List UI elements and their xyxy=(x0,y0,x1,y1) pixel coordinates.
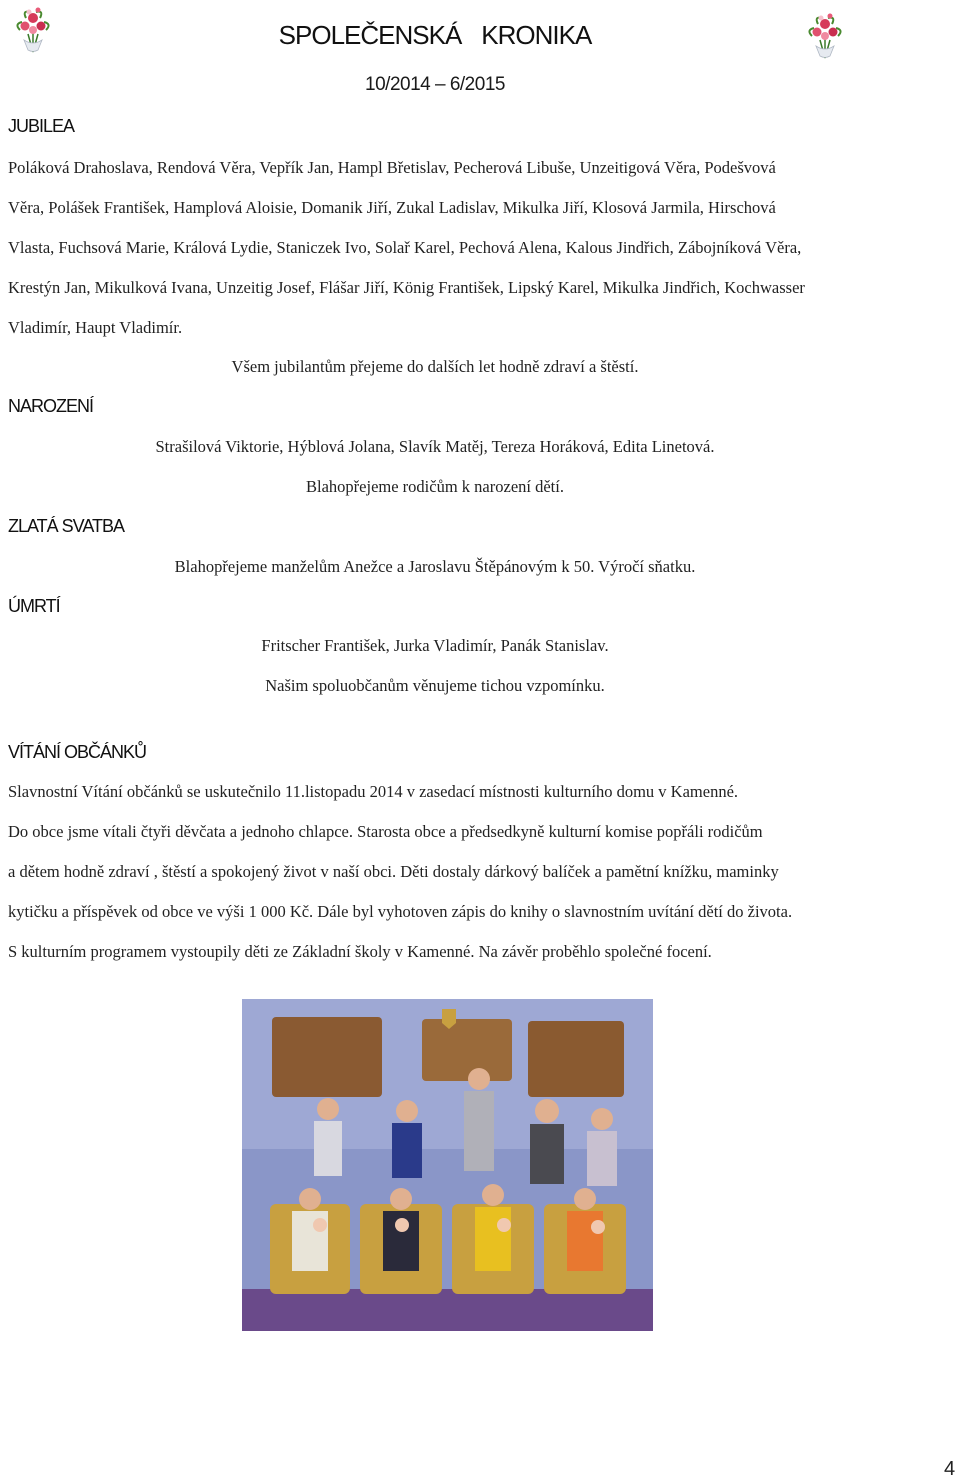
jubilea-line: Poláková Drahoslava, Rendová Věra, Vepřík Jan, Hampl Břetislav, Pecherová Libuše, Unzeitigová Věra, Podešvová xyxy=(8,158,776,177)
vitani-line: Do obce jsme vítali čtyři děvčata a jednoho chlapce. Starosta obce a předsedkyně kulturní komise popřáli rodičům xyxy=(8,822,763,841)
narozeni-names: Strašilová Viktorie, Hýblová Jolana, Slavík Matěj, Tereza Horáková, Edita Linetová. xyxy=(155,437,715,456)
jubilea-line: Vlasta, Fuchsová Marie, Králová Lydie, Staniczek Ivo, Solař Karel, Pechová Alena, Kalous Jindřich, Zábojníková Věra, xyxy=(8,238,802,257)
heading-umrti: ÚMRTÍ xyxy=(8,596,60,616)
heading-narozeni: NAROZENÍ xyxy=(8,396,94,416)
umrti-names: Fritscher František, Jurka Vladimír, Panák Stanislav. xyxy=(261,636,609,655)
jubilea-line: Vladimír, Haupt Vladimír. xyxy=(8,318,183,337)
heading-zlata-svatba: ZLATÁ SVATBA xyxy=(8,516,125,536)
jubilea-list xyxy=(8,148,888,348)
title-part-2: KRONIKA xyxy=(481,20,592,50)
period: 10/2014 – 6/2015 xyxy=(365,74,505,95)
vitani-line: S kulturním programem vystoupily děti ze Základní školy v Kamenné. Na závěr proběhlo společné focení. xyxy=(8,942,712,961)
vitani-line: a dětem hodně zdraví , štěstí a spokojený život v naší obci. Děti dostaly dárkový balíček a pamětní knížku, maminky xyxy=(8,862,779,881)
jubilea-line: Věra, Polášek František, Hamplová Aloisie, Domanik Jiří, Zukal Ladislav, Mikulka Jiří, Klosová Jarmila, Hirschová xyxy=(8,198,776,217)
svatba-text: Blahopřejeme manželům Anežce a Jaroslavu Štěpánovým k 50. Výročí sňatku. xyxy=(174,557,696,576)
vitani-line: kytičku a příspěvek od obce ve výši 1 000 Kč. Dále byl vyhotoven zápis do knihy o slavnostním uvítání dětí do života. xyxy=(8,902,793,921)
page-title xyxy=(0,20,870,51)
heading-vitani: VÍTÁNÍ OBČÁNKŮ xyxy=(8,742,147,762)
group-photo xyxy=(242,999,653,1331)
narozeni-wish: Blahopřejeme rodičům k narození dětí. xyxy=(306,477,564,496)
page-number: 4 xyxy=(944,1458,956,1480)
jubilea-wish: Všem jubilantům přejeme do dalších let hodně zdraví a štěstí. xyxy=(231,357,639,376)
title-part-1: SPOLEČENSKÁ xyxy=(278,20,462,50)
vitani-line: Slavnostní Vítání občánků se uskutečnilo 11.listopadu 2014 v zasedací místnosti kulturního domu v Kamenné. xyxy=(8,782,739,801)
jubilea-line: Krestýn Jan, Mikulková Ivana, Unzeitig Josef, Flášar Jiří, König František, Lipský Karel, Mikulka Jindřich, Kochwasser xyxy=(8,278,805,297)
umrti-text: Našim spoluobčanům věnujeme tichou vzpomínku. xyxy=(265,676,605,695)
vitani-text xyxy=(8,772,888,972)
heading-jubilea: JUBILEA xyxy=(8,116,75,136)
